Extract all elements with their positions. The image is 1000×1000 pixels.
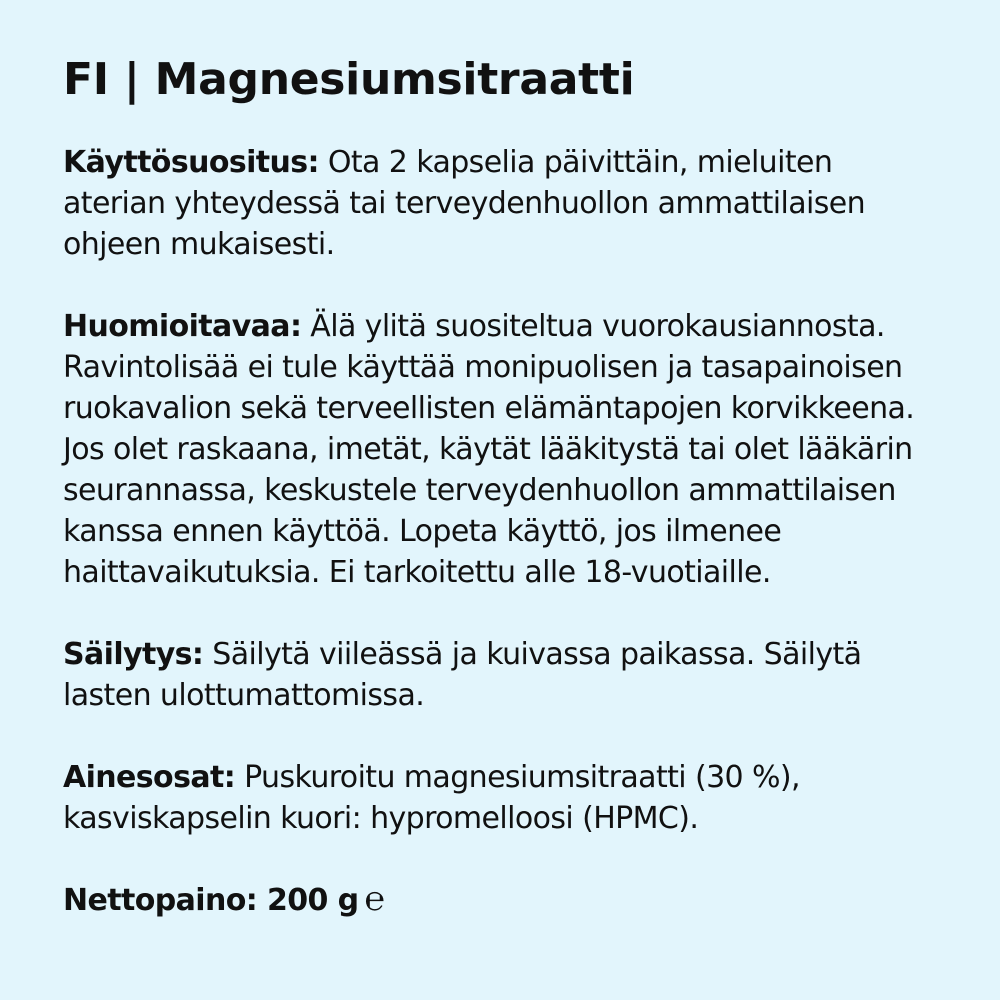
usage-section bbox=[63, 142, 940, 265]
ingredients-section bbox=[63, 757, 940, 839]
storage-section bbox=[63, 634, 940, 716]
notes-text: Älä ylitä suositeltua vuorokausiannosta. Ravintolisää ei tule käyttää monipuolisen ja tasapainoisen ruokavalion sekä terveellisten elämäntapojen korvikkeena. Jos olet raskaana, imetät, käytät lääkitystä tai olet lääkärin seurannassa, keskustele terveydenhuollon ammattilaisen kanssa ennen käyttöä. Lopeta käyttö, jos ilmenee haittavaikutuksia. Ei tarkoitettu alle 18-vuotiaille. bbox=[63, 309, 915, 590]
ingredients-label: Ainesosat: bbox=[63, 760, 236, 795]
usage-text: Ota 2 kapselia päivittäin, mieluiten aterian yhteydessä tai terveydenhuollon ammattilaisen ohjeen mukaisesti. bbox=[63, 145, 866, 262]
storage-label: Säilytys: bbox=[63, 637, 204, 672]
notes-label: Huomioitavaa: bbox=[63, 309, 302, 344]
net-weight-label: Nettopaino: bbox=[63, 883, 258, 918]
notes-section bbox=[63, 306, 940, 593]
net-weight-section bbox=[63, 880, 940, 921]
net-weight-value: 200 g bbox=[266, 883, 359, 918]
page-title: FI | Magnesiumsitraatti bbox=[63, 54, 635, 105]
estimated-sign-icon: ℮ bbox=[364, 879, 385, 919]
usage-label: Käyttösuositus: bbox=[63, 145, 319, 180]
storage-text: Säilytä viileässä ja kuivassa paikassa. Säilytä lasten ulottumattomissa. bbox=[63, 637, 862, 713]
ingredients-text: Puskuroitu magnesiumsitraatti (30 %), kasviskapselin kuori: hypromelloosi (HPMC). bbox=[63, 760, 800, 836]
